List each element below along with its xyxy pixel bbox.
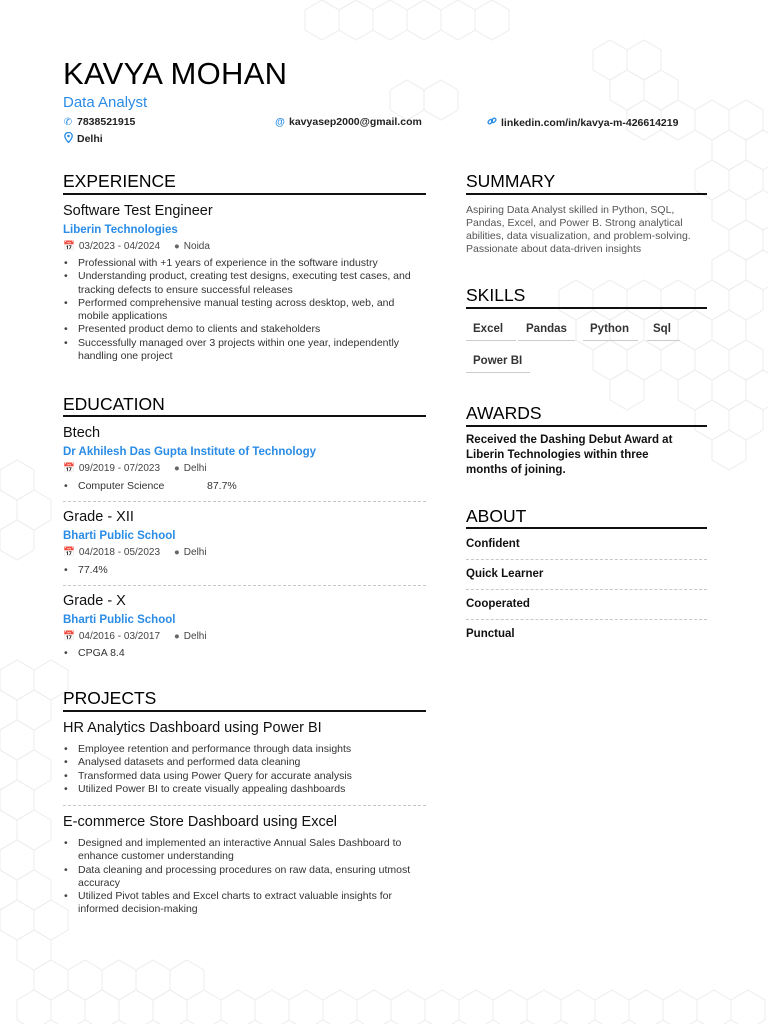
project-name: E-commerce Store Dashboard using Excel [63,814,338,830]
about-item: Punctual [466,628,515,640]
education-location: Delhi [183,631,207,642]
location-text: Delhi [77,133,103,145]
summary-divider [466,193,707,195]
list-item: • CPGA 8.4 [63,647,263,660]
school-name: Bharti Public School [63,530,176,542]
education-meta [63,463,207,474]
location-pin-icon: ● [174,241,180,252]
education-meta [63,547,207,558]
list-item: • Data cleaning and processing procedures on raw data, ensuring utmost accuracy [63,864,428,891]
education-separator [63,585,426,586]
link-icon [487,116,497,129]
project-separator [63,805,426,806]
education-meta [63,631,207,642]
job-location: Noida [183,241,210,252]
calendar-icon: 📅 [63,547,75,558]
awards-divider [466,425,707,427]
job-position: Software Test Engineer [63,203,213,219]
about-heading: ABOUT [466,506,527,526]
location-pin-icon [63,132,73,146]
project-bullets [63,837,428,917]
phone-icon: ✆ [63,116,73,128]
candidate-name: KAVYA MOHAN [63,56,288,91]
list-item: • Utilized Pivot tables and Excel charts to extract valuable insights for informed decision-making [63,890,428,917]
location-pin-icon: ● [174,631,180,642]
job-dates: 03/2023 - 04/2024 [78,241,161,252]
skill-tag: Sql [647,323,680,341]
skill-tag: Excel [466,323,516,341]
award-text: Received the Dashing Debut Award at Liberin Technologies within three months of joining. [466,434,673,476]
experience-divider [63,193,426,195]
list-item: • Analysed datasets and performed data cleaning [63,756,428,769]
company-name: Liberin Technologies [63,224,178,236]
location-pin-icon: ● [174,463,180,474]
list-item: • Understanding product, creating test designs, executing test cases, and tracking defects to ensure successful releases [63,270,428,297]
list-item: • Employee retention and performance through data insights [63,743,428,756]
linkedin-url[interactable]: linkedin.com/in/kavya-m-426614219 [501,116,679,129]
phone-number: 7838521915 [77,116,136,128]
education-details [63,564,263,577]
school-name: Dr Akhilesh Das Gupta Institute of Technology [63,446,317,458]
job-meta [63,241,210,252]
list-item: • Presented product demo to clients and stakeholders [63,323,428,336]
skill-tag: Power BI [466,355,530,373]
education-divider [63,415,426,417]
education-location: Delhi [183,463,207,474]
location-pin-icon: ● [174,547,180,558]
experience-heading: EXPERIENCE [63,171,176,191]
education-dates: 09/2019 - 07/2023 [78,463,161,474]
list-item: • Successfully managed over 3 projects within one year, independently handling one project [63,337,428,364]
projects-divider [63,710,426,712]
about-separator [466,589,707,590]
education-separator [63,501,426,502]
skill-tag: Python [583,323,638,341]
list-item: • Performed comprehensive manual testing across desktop, web, and mobile applications [63,297,428,324]
education-score: 87.7% [207,480,237,492]
education-field: Computer Science [78,480,165,492]
skill-tag: Pandas [518,323,575,341]
list-item: • Transformed data using Power Query for accurate analysis [63,770,428,783]
email-address[interactable]: kavyasep2000@gmail.com [289,116,422,128]
at-icon: @ [275,116,285,128]
about-item: Quick Learner [466,568,544,580]
school-name: Bharti Public School [63,614,176,626]
about-divider [466,527,707,529]
degree-name: Btech [63,425,101,441]
project-bullets [63,743,428,796]
list-item: • Designed and implemented an interactive Annual Sales Dashboard to enhance customer understanding [63,837,428,864]
job-bullets [63,257,428,363]
summary-text: Aspiring Data Analyst skilled in Python, SQL, Pandas, Excel, and Power B. Strong analytical abilities, data visualization, and problem-solving. Passionate about data-driven insights [466,204,691,255]
job-role-title: Data Analyst [63,94,148,111]
degree-name: Grade - XII [63,509,134,525]
calendar-icon: 📅 [63,463,75,474]
linkedin-contact[interactable] [487,116,678,129]
list-item: • 77.4% [63,564,263,577]
education-dates: 04/2016 - 03/2017 [78,631,161,642]
education-dates: 04/2018 - 05/2023 [78,547,161,558]
skills-divider [466,307,707,309]
education-heading: EDUCATION [63,394,165,414]
email-contact[interactable] [275,116,422,128]
list-item: • Professional with +1 years of experience in the software industry [63,257,428,270]
calendar-icon: 📅 [63,631,75,642]
phone-contact [63,116,135,128]
summary-heading: SUMMARY [466,171,556,191]
degree-name: Grade - X [63,593,126,609]
location-contact [63,132,103,146]
awards-heading: AWARDS [466,403,542,423]
skills-heading: SKILLS [466,285,526,305]
about-item: Confident [466,538,520,550]
about-separator [466,619,707,620]
about-separator [466,559,707,560]
education-details [63,647,263,660]
education-location: Delhi [183,547,207,558]
projects-heading: PROJECTS [63,688,157,708]
calendar-icon: 📅 [63,241,75,252]
project-name: HR Analytics Dashboard using Power BI [63,720,322,736]
list-item: • Utilized Power BI to create visually appealing dashboards [63,783,428,796]
about-item: Cooperated [466,598,530,610]
